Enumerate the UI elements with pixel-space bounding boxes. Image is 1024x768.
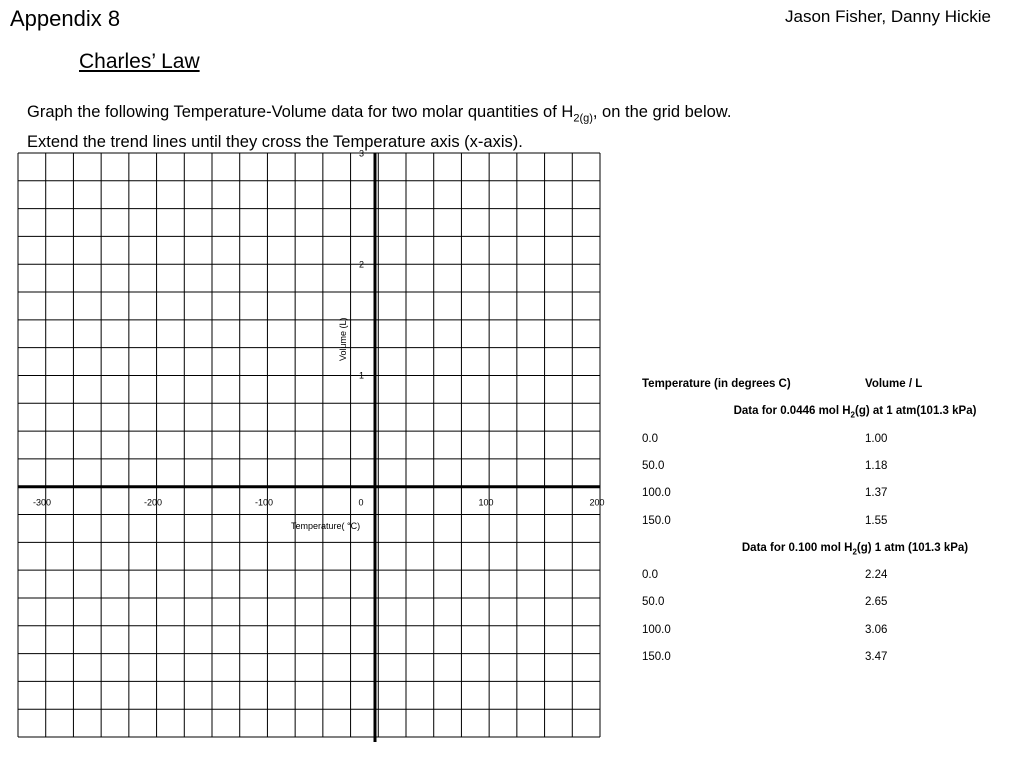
x-tick-label: 0	[358, 497, 364, 508]
author-names: Jason Fisher, Danny Hickie	[785, 7, 991, 26]
table-cell-temperature: 0.0	[642, 569, 658, 582]
x-tick-label: -200	[143, 497, 163, 508]
page-title: Appendix 8	[10, 6, 121, 31]
y-tick-label: 3	[358, 148, 364, 159]
caption-subscript: 2	[850, 410, 855, 420]
section-title: Charles’ Law	[79, 50, 200, 73]
instructions-post: , on the grid below. Extend the trend lines until they cross the Temperature axis (x-axis).	[27, 103, 732, 152]
caption-text: Data for 0.0446 mol H	[733, 405, 851, 418]
table-header-temperature: Temperature (in degrees C)	[642, 378, 791, 390]
tick-labels	[33, 149, 605, 508]
y-tick-label: 2	[358, 259, 364, 270]
x-tick-label: -100	[254, 497, 274, 508]
table-section-caption	[734, 405, 977, 419]
table-cell-temperature: 100.0	[642, 487, 671, 500]
table-cell-temperature: 150.0	[642, 514, 671, 527]
y-axis-label: Volume (L)	[338, 317, 348, 361]
table-section-caption	[742, 542, 968, 556]
table-cell-temperature: 50.0	[642, 596, 665, 609]
x-tick-label: 200	[589, 497, 605, 508]
caption-subscript: 2	[852, 547, 857, 557]
table-cell-volume: 3.06	[865, 623, 888, 636]
table-cell-volume: 1.55	[865, 514, 888, 527]
table-cell-temperature: 150.0	[642, 651, 671, 663]
x-axis-label: Temperature( °C)	[291, 521, 361, 531]
table-cell-temperature: 100.0	[642, 623, 671, 636]
table-cell-volume: 3.47	[865, 651, 888, 663]
table-header-volume: Volume / L	[865, 378, 923, 390]
x-tick-label: 100	[478, 497, 494, 508]
table-cell-volume: 1.37	[865, 487, 888, 500]
table-cell-volume: 1.18	[865, 459, 888, 472]
caption-text: (g) at 1 atm(101.3 kPa)	[854, 405, 977, 418]
instructions-pre: Graph the following Temperature-Volume data for two molar quantities of H	[27, 103, 574, 121]
table-cell-volume: 2.24	[865, 569, 888, 582]
table-cell-volume: 1.00	[865, 432, 888, 445]
x-tick-label: -300	[32, 497, 52, 508]
grid-lines	[18, 153, 600, 737]
instructions-subscript: 2(g)	[573, 112, 593, 125]
caption-text: (g) 1 atm (101.3 kPa)	[856, 541, 969, 554]
caption-text: Data for 0.100 mol H	[741, 541, 853, 554]
y-tick-label: 1	[358, 370, 364, 381]
table-cell-temperature: 50.0	[642, 459, 665, 472]
table-cell-volume: 2.65	[865, 596, 888, 609]
table-cell-temperature: 0.0	[642, 432, 658, 445]
